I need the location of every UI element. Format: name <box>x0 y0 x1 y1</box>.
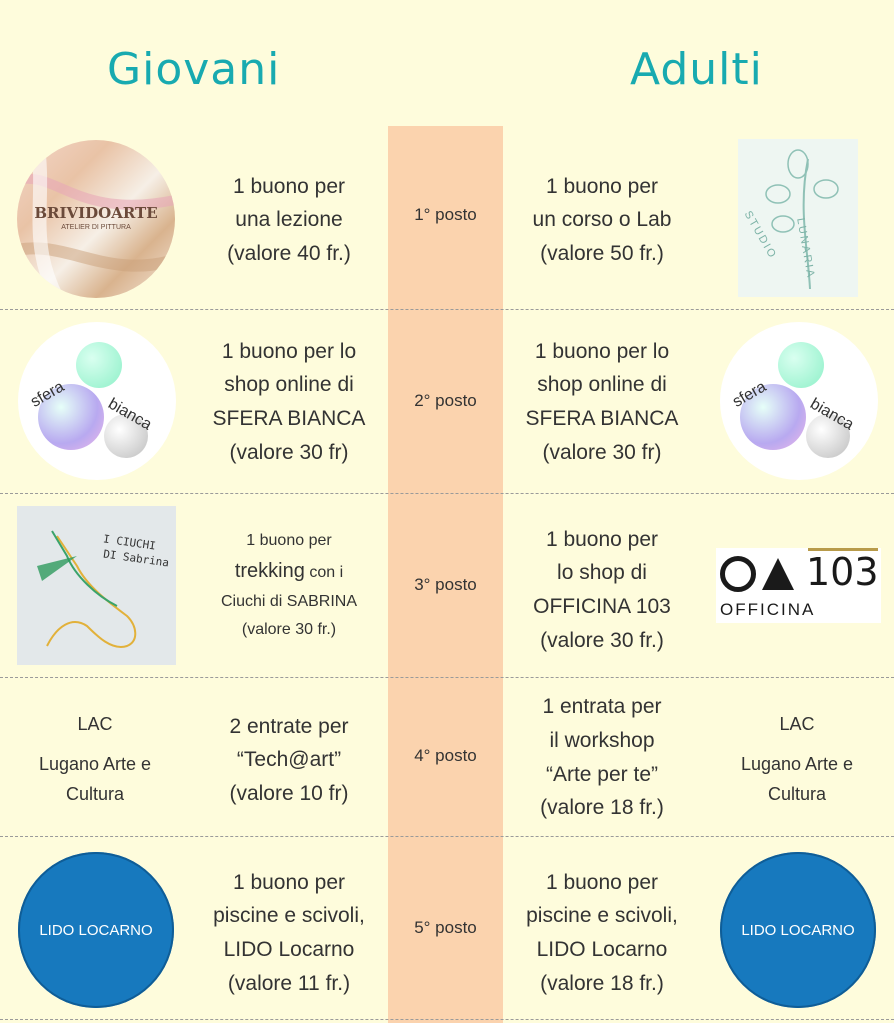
text-line: (valore 30 fr.) <box>241 620 337 638</box>
lido-locarno-logo <box>18 852 174 1008</box>
text-line: (valore 18 fr.) <box>540 796 664 820</box>
row-separator <box>0 309 894 310</box>
prize-giovani-1 <box>190 150 388 290</box>
text-line: shop online di <box>224 373 354 397</box>
officina-number-text: 103 <box>806 550 879 594</box>
prize-adulti-4 <box>503 685 701 830</box>
text-line: 1 buono per <box>545 174 659 198</box>
lac-line: Lugano Arte e <box>38 754 152 775</box>
text-line: (valore 18 fr.) <box>540 971 664 995</box>
sabrina-logo-text: DI Sabrina <box>102 547 170 570</box>
lac-line: Cultura <box>65 783 124 804</box>
text-line: (valore 30 fr) <box>542 440 662 464</box>
studio-lunaria-logo <box>738 139 858 297</box>
place-5: 5° posto <box>414 918 477 938</box>
sfera-bianca-logo <box>720 322 878 480</box>
sfera-logo-text: sfera <box>27 378 68 411</box>
sphere-icon <box>778 342 824 388</box>
text-line: piscine e scivoli, <box>526 904 678 928</box>
text-line: 1 buono per lo <box>534 339 670 363</box>
lac-line: Lugano Arte e <box>740 754 854 775</box>
prize-adulti-1 <box>503 150 701 290</box>
place-3: 3° posto <box>414 575 477 595</box>
brividoarte-logo-subtext: ATELIER DI PITTURA <box>61 224 131 231</box>
text-line: 1 buono per <box>232 174 346 198</box>
lac-title: LAC <box>77 714 113 735</box>
lac-line: Cultura <box>767 783 826 804</box>
text-line: 1 buono per <box>232 870 346 894</box>
text-line: “Arte per te” <box>545 762 659 786</box>
place-4: 4° posto <box>414 746 477 766</box>
place-2: 2° posto <box>414 391 477 411</box>
prize-adulti-3 <box>503 515 701 665</box>
prize-giovani-2 <box>190 322 388 482</box>
prize-giovani-5 <box>190 858 388 1008</box>
brividoarte-logo-text: BRIVIDOARTE <box>34 204 158 222</box>
text-line: 1 buono per <box>545 527 659 551</box>
donkey-icon <box>17 506 176 665</box>
text-line: lo shop di <box>557 561 647 585</box>
circle-icon <box>720 556 756 592</box>
lac-logo <box>712 700 882 820</box>
text-line: una lezione <box>235 208 343 232</box>
text-line: LIDO Locarno <box>536 938 668 961</box>
prize-giovani-3 <box>190 515 388 655</box>
text-line: 2 entrate per <box>229 714 349 738</box>
lunaria-logo-subtext: STUDIO <box>741 209 779 262</box>
lunaria-logo-text: LUNARIA <box>794 217 817 280</box>
prize-adulti-5 <box>503 858 701 1008</box>
prize-adulti-2 <box>503 322 701 482</box>
title-adulti: Adulti <box>630 44 763 95</box>
text-line: (valore 10 fr) <box>229 781 349 805</box>
officina-103-logo <box>716 548 881 623</box>
text-line: shop online di <box>537 373 667 397</box>
text-line: trekking con i <box>234 560 344 583</box>
text-line: un corso o Lab <box>532 208 672 232</box>
sfera-bianca-logo <box>18 322 176 480</box>
text-line: piscine e scivoli, <box>213 904 365 928</box>
officina-logo-text: OFFICINA <box>720 600 816 619</box>
ciuchi-di-sabrina-logo <box>17 506 176 665</box>
text-line: (valore 30 fr.) <box>540 628 664 652</box>
row-separator <box>0 1019 894 1020</box>
text-line: OFFICINA 103 <box>533 595 671 618</box>
text-line: 1 entrata per <box>542 695 662 719</box>
brividoarte-logo <box>17 140 175 298</box>
text-line: (valore 30 fr) <box>229 440 349 464</box>
bianca-logo-text: bianca <box>105 395 155 434</box>
text-line: 1 buono per lo <box>221 339 357 363</box>
text-line: SFERA BIANCA <box>212 407 366 430</box>
text-line: il workshop <box>549 728 655 752</box>
text-line: 1 buono per <box>545 870 659 894</box>
sfera-logo-text: sfera <box>729 378 770 411</box>
text-line: “Tech@art” <box>236 748 342 772</box>
place-1: 1° posto <box>414 205 477 225</box>
lac-title: LAC <box>779 714 815 735</box>
row-separator <box>0 493 894 494</box>
bianca-logo-text: bianca <box>807 395 857 434</box>
sphere-icon <box>76 342 122 388</box>
lido-logo-text: LIDO LOCARNO <box>741 921 855 939</box>
text-line: SFERA BIANCA <box>525 407 679 430</box>
prize-giovani-4 <box>190 695 388 825</box>
text-line: LIDO Locarno <box>223 938 355 961</box>
text-line: 1 buono per <box>246 532 332 550</box>
triangle-icon <box>760 556 796 592</box>
lido-logo-text: LIDO LOCARNO <box>39 921 153 939</box>
text-line: (valore 11 fr.) <box>227 971 351 995</box>
lac-logo <box>10 700 180 820</box>
text-line: (valore 50 fr.) <box>540 241 664 265</box>
row-separator <box>0 836 894 837</box>
row-separator <box>0 677 894 678</box>
title-giovani: Giovani <box>107 44 281 95</box>
text-line: Ciuchi di SABRINA <box>220 593 358 611</box>
ciuchi-logo-text: I CIUCHI <box>102 532 157 553</box>
lido-locarno-logo <box>720 852 876 1008</box>
text-line: (valore 40 fr.) <box>227 241 351 265</box>
